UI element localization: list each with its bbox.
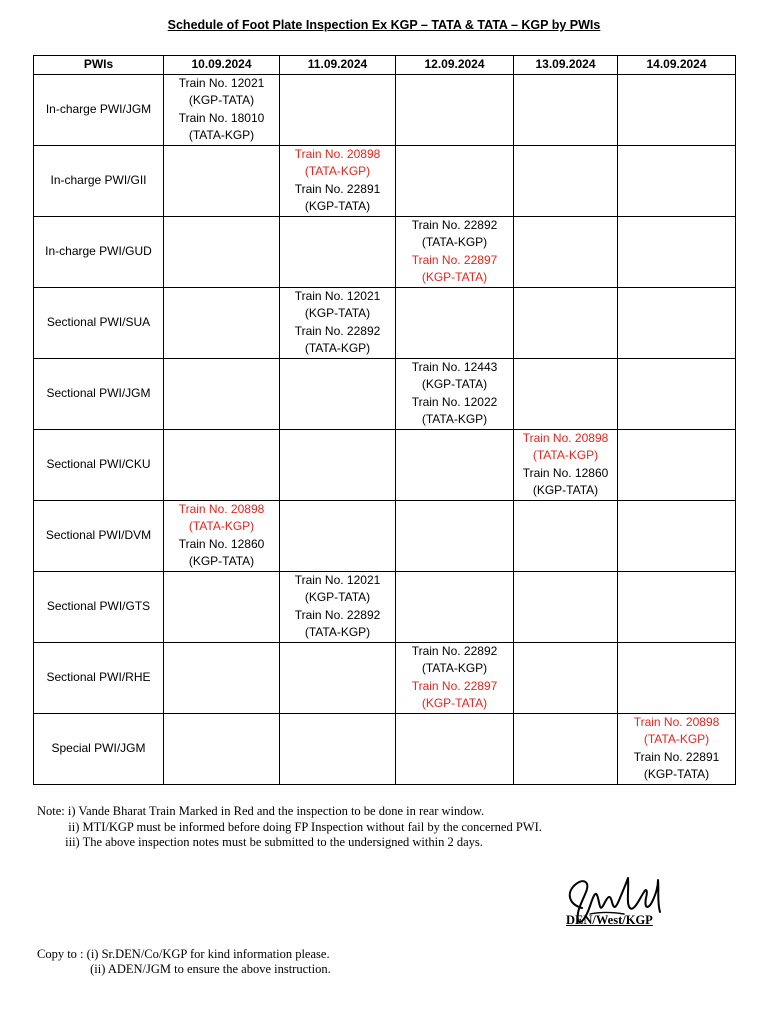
train-entry: (TATA-KGP) <box>643 732 710 746</box>
train-entry: (KGP-TATA) <box>421 270 488 284</box>
column-header-date: 14.09.2024 <box>618 56 736 75</box>
train-entry: Train No. 20898 <box>294 146 381 161</box>
schedule-cell <box>396 713 514 784</box>
table-row <box>34 571 736 642</box>
train-entry: Train No. 22891 <box>294 181 381 196</box>
schedule-cell <box>618 713 736 784</box>
train-entry: Train No. 22892 <box>294 323 381 338</box>
train-entry: (TATA-KGP) <box>304 625 371 639</box>
schedule-cell <box>514 713 618 784</box>
schedule-cell <box>164 642 280 713</box>
schedule-cell <box>164 216 280 287</box>
schedule-cell <box>164 429 280 500</box>
inspection-schedule-table <box>33 55 736 785</box>
train-entry: Train No. 12860 <box>522 465 609 480</box>
train-entry: (TATA-KGP) <box>188 519 255 533</box>
train-entry: (KGP-TATA) <box>304 199 371 213</box>
table-row <box>34 429 736 500</box>
copy-to-line: (ii) ADEN/JGM to ensure the above instruction. <box>37 962 331 976</box>
schedule-cell <box>396 216 514 287</box>
pwi-name-cell: In-charge PWI/JGM <box>34 74 164 145</box>
schedule-cell <box>280 642 396 713</box>
schedule-cell <box>280 216 396 287</box>
schedule-cell <box>618 358 736 429</box>
table-row <box>34 216 736 287</box>
schedule-cell <box>618 642 736 713</box>
schedule-cell <box>618 216 736 287</box>
train-entry: Train No. 20898 <box>633 714 720 729</box>
column-header-date: 12.09.2024 <box>396 56 514 75</box>
train-entry: Train No. 22892 <box>411 217 498 232</box>
train-entry: Train No. 12443 <box>411 359 498 374</box>
schedule-cell <box>164 145 280 216</box>
table-row <box>34 358 736 429</box>
schedule-cell <box>618 74 736 145</box>
schedule-cell <box>396 429 514 500</box>
schedule-cell <box>280 358 396 429</box>
schedule-cell <box>396 500 514 571</box>
document-title: Schedule of Foot Plate Inspection Ex KGP – TATA & TATA – KGP by PWIs <box>167 18 601 32</box>
schedule-cell <box>280 145 396 216</box>
schedule-cell <box>280 74 396 145</box>
train-entry: (KGP-TATA) <box>188 93 255 107</box>
train-entry: (TATA-KGP) <box>421 235 488 249</box>
schedule-cell <box>514 358 618 429</box>
train-entry: Train No. 12021 <box>294 572 381 587</box>
train-entry: (KGP-TATA) <box>304 590 371 604</box>
table-header-row <box>34 56 736 75</box>
schedule-cell <box>514 287 618 358</box>
pwi-name-cell: In-charge PWI/GUD <box>34 216 164 287</box>
train-entry: (TATA-KGP) <box>532 448 599 462</box>
train-entry: Train No. 12860 <box>178 536 265 551</box>
copy-to-line: Copy to : (i) Sr.DEN/Co/KGP for kind information please. <box>37 947 330 961</box>
train-entry: (KGP-TATA) <box>421 377 488 391</box>
schedule-cell <box>514 642 618 713</box>
column-header-date: 13.09.2024 <box>514 56 618 75</box>
schedule-cell <box>618 145 736 216</box>
train-entry: Train No. 12021 <box>294 288 381 303</box>
schedule-cell <box>514 216 618 287</box>
schedule-cell <box>396 571 514 642</box>
train-entry: (TATA-KGP) <box>421 661 488 675</box>
schedule-cell <box>514 500 618 571</box>
note-line: iii) The above inspection notes must be submitted to the undersigned within 2 days. <box>37 835 483 849</box>
schedule-cell <box>396 145 514 216</box>
pwi-name-cell: Sectional PWI/DVM <box>34 500 164 571</box>
copy-to-section <box>37 947 331 977</box>
train-entry: (TATA-KGP) <box>188 128 255 142</box>
table-row <box>34 713 736 784</box>
table-row <box>34 500 736 571</box>
schedule-cell <box>514 571 618 642</box>
column-header-pwis: PWIs <box>34 56 164 75</box>
table-row <box>34 287 736 358</box>
train-entry: (KGP-TATA) <box>421 696 488 710</box>
train-entry: Train No. 12021 <box>178 75 265 90</box>
train-entry: Train No. 18010 <box>178 110 265 125</box>
note-line: Note: i) Vande Bharat Train Marked in Red and the inspection to be done in rear window. <box>37 804 485 818</box>
schedule-cell <box>396 74 514 145</box>
train-entry: (TATA-KGP) <box>304 341 371 355</box>
pwi-name-cell: Sectional PWI/JGM <box>34 358 164 429</box>
note-line: ii) MTI/KGP must be informed before doing FP Inspection without fail by the concerned PWI. <box>37 819 542 834</box>
train-entry: Train No. 20898 <box>522 430 609 445</box>
schedule-cell <box>164 287 280 358</box>
train-entry: (KGP-TATA) <box>643 767 710 781</box>
table-row <box>34 74 736 145</box>
pwi-name-cell: Sectional PWI/GTS <box>34 571 164 642</box>
signatory-designation: DEN/West/KGP <box>566 913 653 927</box>
pwi-name-cell: Sectional PWI/RHE <box>34 642 164 713</box>
schedule-cell <box>164 500 280 571</box>
train-entry: (TATA-KGP) <box>421 412 488 426</box>
schedule-cell <box>280 571 396 642</box>
schedule-cell <box>618 500 736 571</box>
train-entry: (KGP-TATA) <box>188 554 255 568</box>
train-entry: Train No. 22892 <box>411 643 498 658</box>
table-row <box>34 145 736 216</box>
train-entry: Train No. 22897 <box>411 252 498 267</box>
train-entry: Train No. 20898 <box>178 501 265 516</box>
column-header-date: 11.09.2024 <box>280 56 396 75</box>
schedule-cell <box>280 429 396 500</box>
train-entry: (KGP-TATA) <box>532 483 599 497</box>
train-entry: (TATA-KGP) <box>304 164 371 178</box>
schedule-cell <box>618 429 736 500</box>
schedule-cell <box>164 358 280 429</box>
schedule-cell <box>280 713 396 784</box>
schedule-cell <box>280 500 396 571</box>
schedule-cell <box>396 287 514 358</box>
column-header-date: 10.09.2024 <box>164 56 280 75</box>
pwi-name-cell: Sectional PWI/CKU <box>34 429 164 500</box>
pwi-name-cell: Special PWI/JGM <box>34 713 164 784</box>
pwi-name-cell: In-charge PWI/GII <box>34 145 164 216</box>
schedule-cell <box>514 74 618 145</box>
train-entry: Train No. 22891 <box>633 749 720 764</box>
schedule-cell <box>164 713 280 784</box>
schedule-cell <box>164 571 280 642</box>
schedule-cell <box>618 287 736 358</box>
notes-section <box>37 804 542 851</box>
pwi-name-cell: Sectional PWI/SUA <box>34 287 164 358</box>
table-row <box>34 642 736 713</box>
schedule-cell <box>396 358 514 429</box>
table-body <box>34 74 736 784</box>
train-entry: Train No. 22892 <box>294 607 381 622</box>
train-entry: (KGP-TATA) <box>304 306 371 320</box>
schedule-cell <box>618 571 736 642</box>
train-entry: Train No. 12022 <box>411 394 498 409</box>
schedule-cell <box>514 429 618 500</box>
schedule-cell <box>280 287 396 358</box>
train-entry: Train No. 22897 <box>411 678 498 693</box>
schedule-cell <box>514 145 618 216</box>
schedule-cell <box>164 74 280 145</box>
schedule-cell <box>396 642 514 713</box>
